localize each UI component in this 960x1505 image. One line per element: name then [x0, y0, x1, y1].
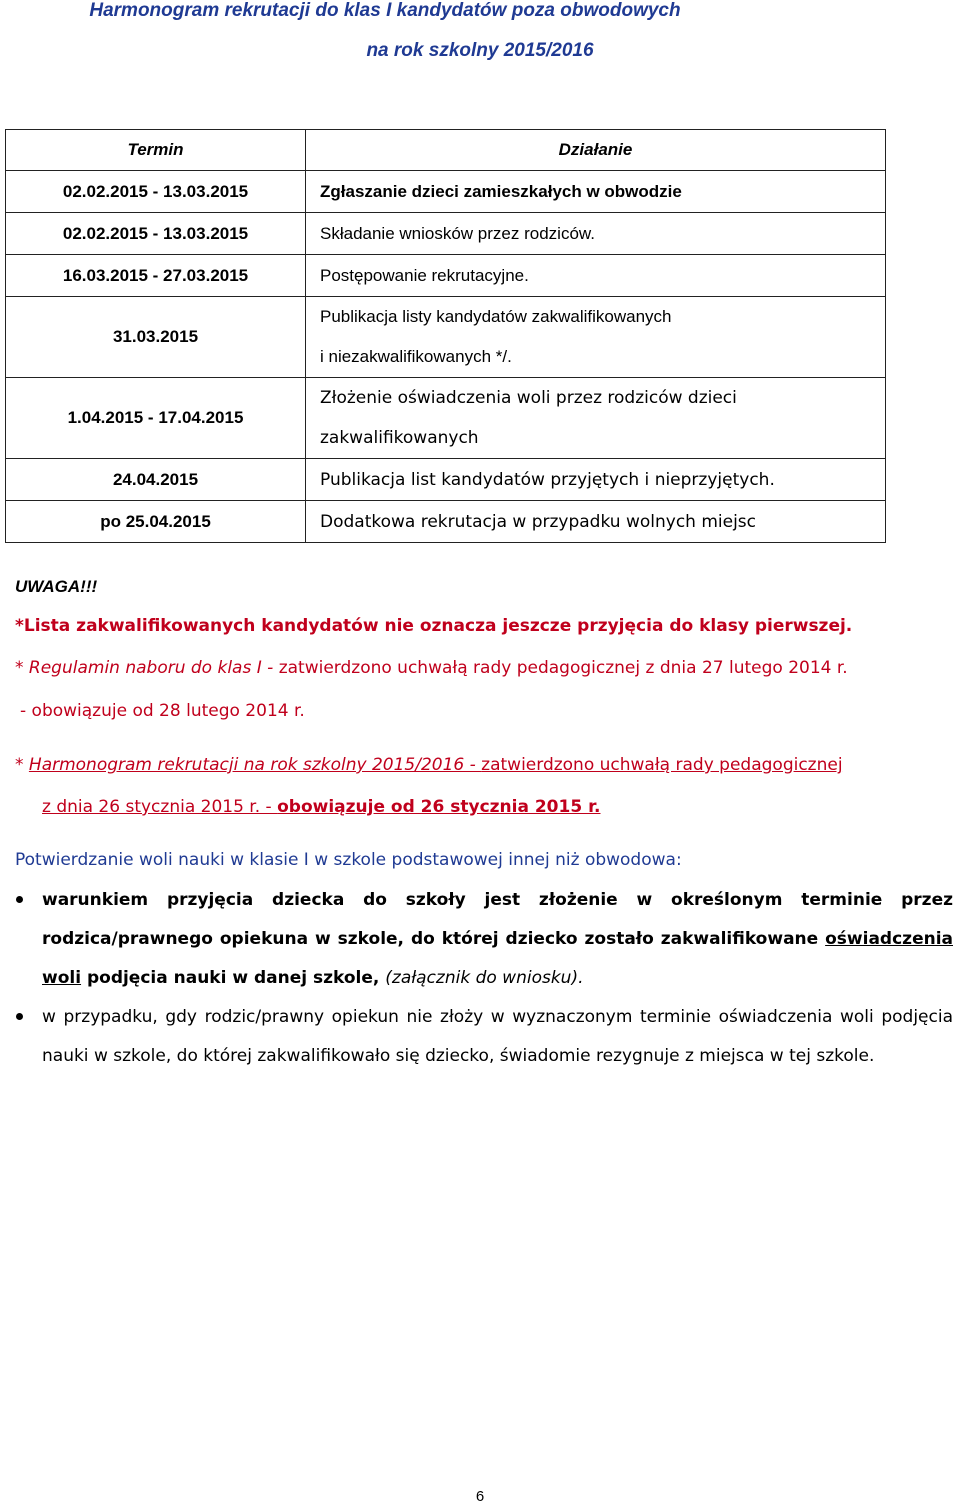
regulamin-label: * Regulamin naboru do klas I - [15, 658, 279, 678]
bullet-text: w przypadku, gdy rodzic/prawny opiekun nie złoży w wyznaczonym terminie oświadczenia woli podjęcia nauki w szkole, do której zakwalifikowało się dziecko, świadomie rezygnuje z miejsca w tej szkole. [42, 1007, 953, 1066]
term-cell: 1.04.2015 - 17.04.2015 [6, 378, 306, 459]
bullet-text: warunkiem przyjęcia dziecka do szkoły jest złożenie w określonym terminie przez rodzica/prawnego opiekuna w szkole, do której dziecko zostało zakwalifikowane [42, 890, 953, 949]
harmonogram-note [15, 755, 843, 775]
harmonogram-date: z dnia 26 stycznia 2015 r. - [42, 797, 278, 817]
table-row [6, 171, 886, 213]
uwaga-label: UWAGA!!! [15, 577, 98, 596]
action-line: i niezakwalifikowanych */. [320, 347, 512, 366]
action-cell: Składanie wniosków przez rodziców. [306, 213, 886, 255]
list-item [15, 998, 953, 1076]
harmonogram-star: * [15, 755, 29, 775]
page-subtitle: na rok szkolny 2015/2016 [366, 40, 594, 61]
schedule-table [5, 129, 886, 543]
column-header-action: Działanie [306, 130, 886, 171]
bullet-attachment: (załącznik do wniosku). [385, 968, 584, 988]
term-cell: po 25.04.2015 [6, 501, 306, 543]
regulamin-note [15, 658, 848, 678]
harmonogram-validity [42, 797, 601, 817]
table-row [6, 297, 886, 378]
page-number: 6 [475, 1488, 485, 1505]
column-header-term: Termin [6, 130, 306, 171]
potwierdzanie-heading: Potwierdzanie woli nauki w klasie I w szkole podstawowej innej niż obwodowa: [15, 850, 682, 870]
conditions-list [15, 881, 953, 1076]
harmonogram-link[interactable]: Harmonogram rekrutacji na rok szkolny 2015/2016 - [28, 755, 482, 775]
regulamin-text: zatwierdzono uchwałą rady pedagogicznej z dnia 27 lutego 2014 r. [278, 658, 848, 678]
term-cell: 02.02.2015 - 13.03.2015 [6, 213, 306, 255]
bullet-underlined: oświadczenia [825, 929, 953, 949]
action-cell: Publikacja list kandydatów przyjętych i nieprzyjętych. [306, 459, 886, 501]
table-row [6, 459, 886, 501]
page-title: Harmonogram rekrutacji do klas I kandydatów poza obwodowych [89, 0, 681, 21]
table-row [6, 501, 886, 543]
list-item [15, 881, 953, 998]
term-cell: 16.03.2015 - 27.03.2015 [6, 255, 306, 297]
bullet-underlined: woli [42, 968, 82, 988]
table-row [6, 255, 886, 297]
action-line: zakwalifikowanych [320, 428, 479, 448]
term-cell: 24.04.2015 [6, 459, 306, 501]
term-cell: 02.02.2015 - 13.03.2015 [6, 171, 306, 213]
action-cell: Dodatkowa rekrutacja w przypadku wolnych miejsc [306, 501, 886, 543]
harmonogram-effective: obowiązuje od 26 stycznia 2015 r. [277, 797, 601, 817]
action-cell: Zgłaszanie dzieci zamieszkałych w obwodzie [306, 171, 886, 213]
action-cell: Postępowanie rekrutacyjne. [306, 255, 886, 297]
regulamin-validity: - obowiązuje od 28 lutego 2014 r. [20, 701, 305, 721]
harmonogram-text: zatwierdzono uchwałą rady pedagogicznej [481, 755, 843, 775]
bullet-text: podjęcia nauki w danej szkole, [81, 968, 386, 988]
action-line: Złożenie oświadczenia woli przez rodziców dzieci [320, 388, 737, 408]
table-row [6, 378, 886, 459]
lista-note: *Lista zakwalifikowanych kandydatów nie oznacza jeszcze przyjęcia do klasy pierwszej. [15, 616, 853, 636]
bullet-icon [16, 1013, 23, 1020]
bullet-icon [16, 896, 23, 903]
term-cell: 31.03.2015 [6, 297, 306, 378]
action-cell [306, 378, 886, 459]
table-header-row [6, 130, 886, 171]
table-row [6, 213, 886, 255]
action-line: Publikacja listy kandydatów zakwalifikowanych [320, 307, 672, 326]
action-cell [306, 297, 886, 378]
